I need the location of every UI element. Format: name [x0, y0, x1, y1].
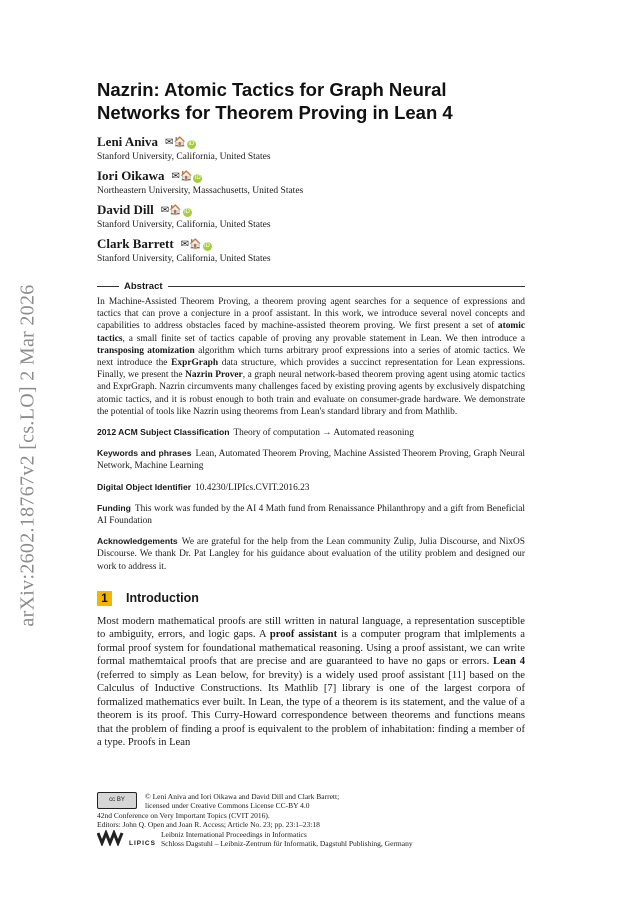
orcid-icon[interactable]: iD: [195, 175, 201, 181]
author-name: Iori Oikawa: [97, 168, 165, 183]
lipics-logo-icon: [97, 830, 125, 846]
email-icon[interactable]: ✉: [180, 239, 190, 250]
section-number: 1: [97, 591, 112, 606]
author-icons: [165, 137, 196, 148]
body-segment: Most modern mathematical proofs are still written in natural language, a representation susceptible to ambiguity, errors, and logic gaps. A: [97, 615, 525, 641]
copyright-line: © Leni Aniva and Iori Oikawa and David Dill and Clark Barrett;: [145, 792, 340, 801]
home-icon[interactable]: 🏠: [169, 205, 182, 216]
abstract-bold-term: ExprGraph: [171, 358, 219, 369]
abstract-segment: , a graph neural network-based theorem proving agent using atomic tactics and ExprGraph. Nazrin circumvents many challenges faced by existing proving agents by exclusively dispatching atomic tactics, and it is robust enough to both train and evaluate on consumer-grade hardware. We demonstrate the potential of tools like Nazrin using theorems from Lean's standard library and from Mathlib.: [97, 370, 525, 417]
author-icons: [172, 171, 203, 182]
abstract-text: [97, 296, 525, 418]
cc-badge-text: cc BY: [109, 796, 125, 803]
doi: [97, 481, 525, 494]
home-icon[interactable]: 🏠: [189, 239, 202, 250]
author-block: [97, 235, 525, 265]
meta-label: Funding: [97, 502, 131, 513]
meta-value: This work was funded by the AI 4 Math fund from Renaissance Philanthropy and a gift from Beneficial AI Foundation: [97, 503, 525, 527]
section-heading: [97, 591, 525, 606]
abstract-segment: , a small finite set of tactics capable of proving any provable statement in Lean. We then introduce a: [122, 333, 525, 344]
license-row: [97, 792, 527, 811]
email-icon[interactable]: ✉: [171, 171, 180, 182]
page-footer: [97, 792, 527, 849]
acknowledgements: [97, 535, 525, 573]
body-bold-term: proof assistant: [269, 629, 338, 641]
meta-value: We are grateful for the help from the Lean community Zulip, Julia Discourse, and NixOS Discourse. We thank Dr. Pat Langley for his guidance about evaluation of the utility problem and designed our work to address it.: [97, 537, 525, 572]
home-icon[interactable]: 🏠: [179, 171, 193, 182]
conference-line: 42nd Conference on Very Important Topics (CVIT 2016).: [97, 810, 270, 820]
email-icon[interactable]: ✉: [160, 205, 170, 216]
author-affiliation: Stanford University, California, United States: [97, 220, 271, 230]
abstract-heading: [97, 281, 525, 292]
author-affiliation: Northeastern University, Massachusetts, United States: [97, 186, 304, 196]
lipics-logo: [97, 830, 125, 846]
home-icon[interactable]: 🏠: [173, 137, 186, 148]
author-name: Clark Barrett: [97, 236, 174, 251]
lipics-wordmark: LIPICS: [129, 840, 156, 848]
author-block: [97, 167, 525, 197]
rule-divider: [97, 286, 119, 287]
lipics-row: [97, 830, 527, 849]
author-icons: [161, 205, 192, 216]
meta-label: 2012 ACM Subject Classification: [97, 427, 230, 438]
editors-line: Editors: John Q. Open and Joan R. Access; Article No. 23; pp. 23:1–23:18: [97, 819, 320, 829]
abstract-segment: algorithm which turns arbitrary proof expressions into a series of atomic tactics. We next introduce the: [97, 345, 525, 369]
orcid-icon[interactable]: iD: [204, 243, 210, 249]
arxiv-stamp: [8, 265, 48, 645]
author-block: [97, 201, 525, 231]
rule-divider: [168, 286, 525, 287]
abstract-bold-term: atomic tactics: [97, 321, 525, 344]
email-icon[interactable]: ✉: [165, 137, 174, 148]
author-name: David Dill: [97, 202, 154, 217]
doi-link[interactable]: 10.4230/LIPIcs.CVIT.2016.23: [195, 482, 310, 493]
abstract-segment: data structure, which provides a succinct representation for Lean expressions. Finally, we present the: [97, 358, 525, 381]
paper-page: [97, 78, 525, 750]
abstract-bold-term: transposing atomization: [97, 345, 195, 356]
orcid-icon[interactable]: iD: [188, 141, 195, 147]
body-bold-term: Lean 4: [493, 656, 525, 668]
author-name: Leni Aniva: [97, 134, 159, 149]
meta-value: Theory of computation → Automated reasoning: [233, 428, 414, 439]
author-affiliation: Stanford University, California, United States: [97, 254, 271, 264]
meta-label: Digital Object Identifier: [97, 481, 192, 492]
meta-value: Lean, Automated Theorem Proving, Machine Assisted Theorem Proving, Graph Neural Network, Machine Learning: [97, 449, 525, 472]
body-segment: (referred to simply as Lean below, for brevity) is a widely used proof assistant [11] based on the Calculus of Inductive Constructions. Its Mathlib [7] library is one of the largest corpora of formalized mathematics ever built. In Lean, the type of a theorem is its statement, and the value of a theorem is its proof. This Curry-Howard correspondence between theorems and functions means that the problem of finding a proof is equivalent to the problem of inhabitation: finding a member of a type. Proofs in Lean: [97, 669, 525, 749]
author-icons: [181, 239, 212, 250]
license-line: licensed under Creative Commons License CC-BY 4.0: [145, 801, 310, 811]
section-title: Introduction: [126, 591, 199, 606]
abstract-label: Abstract: [124, 281, 163, 292]
intro-paragraph: [97, 615, 525, 750]
series-line: Leibniz International Proceedings in Informatics: [160, 830, 307, 840]
paper-title: Nazrin: Atomic Tactics for Graph Neural Networks for Theorem Proving in Lean 4: [97, 79, 453, 123]
author-block: [97, 133, 525, 163]
body-segment: is a computer program that imlplements a formal proof system for foundational mathematical reasoning. Using a proof assistant, we can write formal mathemtaical proofs that are precise and are guaranteed to have no gaps or errors.: [97, 629, 526, 668]
publisher-line: Schloss Dagstuhl – Leibniz-Zentrum für Informatik, Dagstuhl Publishing, Germany: [160, 839, 413, 849]
arxiv-stamp-text: arXiv:2602.18767v2 [cs.LO] 2 Mar 2026: [16, 283, 39, 627]
orcid-icon[interactable]: iD: [184, 209, 190, 215]
keywords: [97, 447, 525, 472]
funding: [97, 502, 525, 527]
abstract-segment: In Machine-Assisted Theorem Proving, a theorem proving agent searches for a sequence of expressions and tactics that can prove a conjecture in a proof assistant. In this work, we introduce several novel concepts and capabilities to address obstacles faced by machine-assisted theorem proving. We first present a set of: [97, 297, 525, 332]
author-affiliation: Stanford University, California, United States: [97, 152, 271, 162]
acm-classification: [97, 426, 525, 439]
meta-label: Keywords and phrases: [97, 448, 192, 459]
meta-label: Acknowledgements: [97, 536, 178, 547]
abstract-bold-term: Nazrin Prover: [185, 370, 243, 381]
cc-license-badge[interactable]: [97, 792, 137, 809]
